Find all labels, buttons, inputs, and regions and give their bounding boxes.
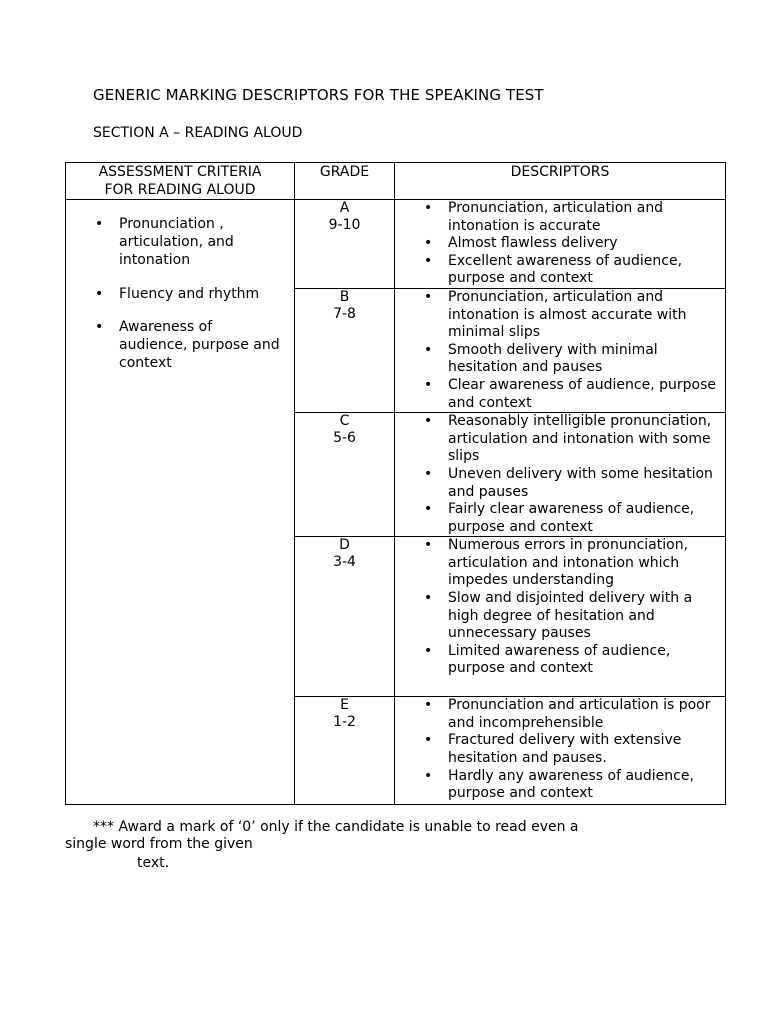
grade-range: 5-6 — [333, 430, 356, 447]
descriptor-list — [395, 697, 725, 803]
header-grade: GRADE — [295, 163, 395, 200]
grade-letter: C — [339, 413, 350, 430]
grade-range: 3-4 — [333, 554, 356, 571]
descriptor-item: • Excellent awareness of audience, purpose and context — [395, 253, 725, 288]
descriptor-item: • Pronunciation and articulation is poor and incomprehensible — [395, 697, 725, 732]
descriptor-item: • Fairly clear awareness of audience, purpose and context — [395, 501, 725, 536]
header-row — [66, 163, 726, 200]
descriptor-cell — [395, 697, 726, 805]
grade-cell — [295, 697, 395, 805]
criteria-item: • Pronunciation , articulation, and intonation — [66, 215, 294, 270]
descriptor-item: • Hardly any awareness of audience, purpose and context — [395, 768, 725, 803]
descriptor-item: • Pronunciation, articulation and intonation is accurate — [395, 200, 725, 235]
header-criteria-line1: ASSESSMENT CRITERIA — [98, 164, 262, 180]
footnote-line1: *** Award a mark of ‘0’ only if the candidate is unable to read even a — [93, 819, 579, 835]
descriptor-item: • Limited awareness of audience, purpose and context — [395, 643, 725, 678]
descriptor-list — [395, 537, 725, 678]
descriptor-item: • Smooth delivery with minimal hesitation and pauses — [395, 342, 725, 377]
descriptor-cell — [395, 537, 726, 697]
descriptor-cell — [395, 288, 726, 412]
criteria-item: • Fluency and rhythm — [66, 285, 294, 303]
grade-row-a — [66, 200, 726, 289]
document-title: GENERIC MARKING DESCRIPTORS FOR THE SPEAKING TEST — [93, 86, 544, 104]
descriptor-item: • Uneven delivery with some hesitation and pauses — [395, 466, 725, 501]
criteria-item: • Awareness of audience, purpose and context — [66, 318, 294, 373]
descriptor-list — [395, 200, 725, 288]
grade-letter: D — [339, 537, 350, 554]
grade-letter: B — [339, 288, 350, 305]
grade-cell — [295, 200, 395, 289]
marking-table — [65, 162, 726, 805]
grade-cell — [295, 413, 395, 537]
descriptor-list — [395, 289, 725, 412]
descriptor-item: • Numerous errors in pronunciation, articulation and intonation which impedes understanding — [395, 537, 725, 590]
descriptor-item: • Reasonably intelligible pronunciation, articulation and intonation with some slips — [395, 413, 725, 466]
descriptor-item: • Fractured delivery with extensive hesitation and pauses. — [395, 732, 725, 767]
section-title: SECTION A – READING ALOUD — [93, 125, 303, 141]
footnote-line3: text. — [137, 855, 170, 871]
descriptor-item: • Slow and disjointed delivery with a high degree of hesitation and unnecessary pauses — [395, 590, 725, 643]
descriptor-cell — [395, 200, 726, 289]
header-criteria — [66, 163, 295, 200]
grade-letter: E — [340, 697, 349, 714]
header-descriptors: DESCRIPTORS — [395, 163, 726, 200]
grade-cell — [295, 288, 395, 412]
grade-letter: A — [339, 200, 350, 216]
criteria-cell — [66, 200, 295, 805]
header-criteria-line2: FOR READING ALOUD — [104, 182, 256, 198]
descriptor-item: • Clear awareness of audience, purpose and context — [395, 377, 725, 412]
descriptor-item: • Almost flawless delivery — [395, 235, 725, 253]
grade-range: 1-2 — [333, 714, 356, 731]
grade-range: 9-10 — [328, 217, 361, 233]
grade-range: 7-8 — [333, 305, 356, 322]
descriptor-cell — [395, 413, 726, 537]
criteria-list — [66, 215, 294, 372]
footnote-line2: single word from the given — [65, 836, 253, 852]
grade-cell — [295, 537, 395, 697]
descriptor-list — [395, 413, 725, 536]
descriptor-item: • Pronunciation, articulation and intonation is almost accurate with minimal slips — [395, 289, 725, 342]
